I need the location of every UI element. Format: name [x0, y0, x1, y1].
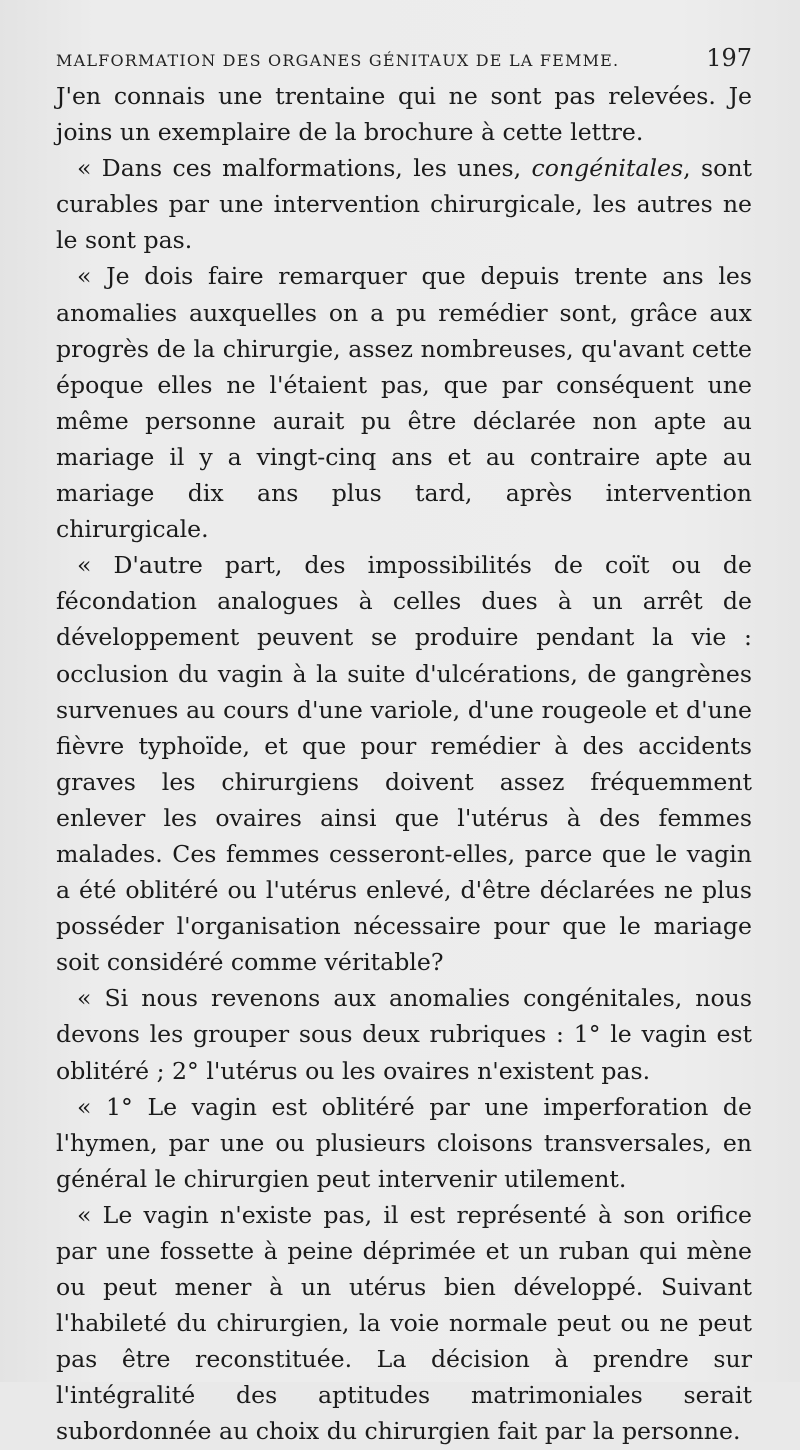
paragraph: « 1° Le vagin est oblitéré par une imperforation de l'hymen, par une ou plusieurs cloisons transversales, en général le chirurgien peut intervenir utilement. — [56, 1092, 752, 1193]
page-number: 197 — [706, 44, 752, 72]
paragraph: « Le vagin n'existe pas, il est représenté à son orifice par une fossette à peine déprimée et un ruban qui mène ou peut mener à un utérus bien développé. Suivant l'habileté du chirurgien, la voie normale peut ou ne peut pas être reconstituée. La décision à prendre sur l'intégralité des aptitudes matrimoniales serait subordonnée au choix du chirurgien fait par la personne. — [56, 1200, 752, 1446]
emphasized-word: congénitales — [531, 154, 684, 183]
paragraph-text: , sont curables par une intervention chirurgicale, les autres ne le sont pas. — [56, 154, 752, 255]
running-title: MALFORMATION DES ORGANES GÉNITAUX DE LA FEMME. — [56, 51, 620, 70]
paragraph-text: « Dans ces malformations, les unes, — [77, 154, 532, 183]
paragraph: « Si nous revenons aux anomalies congénitales, nous devons les grouper sous deux rubriques : 1° le vagin est oblitéré ; 2° l'utérus ou les ovaires n'existent pas. — [56, 984, 752, 1085]
paragraph: J'en connais une trentaine qui ne sont pas relevées. Je joins un exemplaire de la brochure à cette lettre. — [56, 82, 752, 147]
paragraph: « D'autre part, des impossibilités de coït ou de fécondation analogues à celles dues à un arrêt de développement peuvent se produire pendant la vie : occlusion du vagin à la suite d'ulcérations, de gangrènes survenues au cours d'une variole, d'une rougeole et d'une fièvre typhoïde, et que pour remédier à des accidents graves les chirurgiens doivent assez fréquemment enlever les ovaires ainsi que l'utérus à des femmes malades. Ces femmes cesseront-elles, parce que le vagin a été oblitéré ou l'utérus enlevé, d'être déclarées ne plus posséder l'organisation nécessaire pour que le mariage soit considéré comme véritable? — [56, 551, 752, 977]
page-header — [56, 44, 752, 72]
paragraph: « Je dois faire remarquer que depuis trente ans les anomalies auxquelles on a pu remédier sont, grâce aux progrès de la chirurgie, assez nombreuses, qu'avant cette époque elles ne l'étaient pas, que par conséquent une même personne aurait pu être déclarée non apte au mariage il y a vingt-cinq ans et au contraire apte au mariage dix ans plus tard, après intervention chirurgicale. — [56, 262, 752, 544]
paragraph — [56, 150, 752, 258]
body-text — [56, 78, 752, 1450]
